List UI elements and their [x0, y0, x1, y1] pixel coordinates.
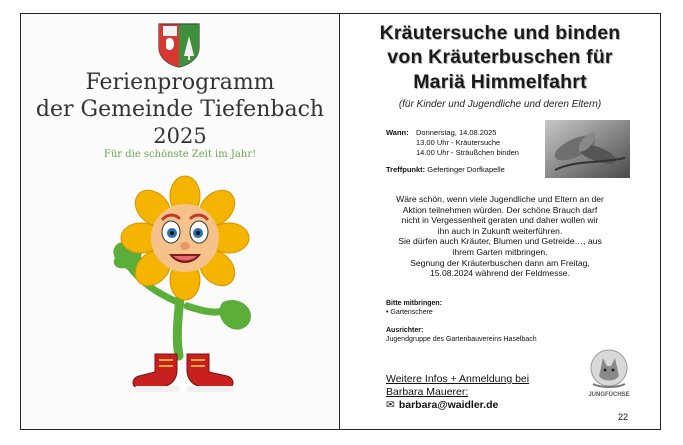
info-line-1: Weitere Infos + Anmeldung bei [386, 373, 530, 385]
description-line: 15.08.2024 während der Feldmesse. [430, 268, 570, 279]
program-title-line2: der Gemeinde Tiefenbach [35, 97, 325, 122]
bring-item: • Gartenschere [386, 309, 433, 316]
description-line: Aktion teilnehmen würden. Der schöne Brauch darf [402, 204, 598, 215]
organizer-label: Ausrichter: [386, 327, 424, 334]
email-row[interactable] [386, 399, 498, 411]
event-title-line1: Kräutersuche und binden [379, 22, 621, 44]
jungfuechse-logo-icon [585, 346, 633, 402]
description-line: Wäre schön, wenn viele Jugendliche und Eltern an der [396, 194, 604, 204]
svg-text:JUNGFÜCHSE: JUNGFÜCHSE [588, 392, 630, 398]
when-time-1: 13.00 Uhr - Kräutersuche [416, 138, 501, 147]
flower-mascot-image [105, 174, 265, 406]
info-block [386, 373, 529, 399]
envelope-icon: ✉ [386, 399, 395, 411]
info-line-2: Barbara Mauerer: [386, 386, 469, 398]
program-title-line1: Ferienprogramm [85, 70, 275, 95]
description-line: ihn auch in Zukunft weiterführen. [437, 225, 563, 236]
description-line: Segnung der Kräuterbuschen dann am Freitag, [410, 257, 590, 268]
organizer-value: Jugendgruppe des Gartenbauvereins Haselbach [386, 336, 537, 343]
meeting-label: Treffpunkt: [386, 165, 426, 174]
email-link[interactable]: barbara@waidler.de [398, 399, 499, 411]
meeting-value: Gefertinger Dorfkapelle [427, 165, 505, 174]
when-label: Wann: [386, 128, 409, 137]
event-description [362, 194, 638, 279]
program-slogan: Für die schönste Zeit im Jahr! [103, 149, 257, 160]
page-number: 22 [618, 412, 629, 422]
when-time-2: 14.00 Uhr - Sträußchen binden [416, 148, 519, 157]
right-page [340, 14, 660, 429]
event-title-line2: von Kräuterbuschen für [387, 46, 613, 68]
description-line: nicht in Vergessenheit geraten und daher wollen wir [401, 215, 599, 226]
herbs-photo-image [545, 120, 630, 178]
coat-of-arms-icon [157, 22, 201, 68]
program-year: 2025 [153, 124, 207, 148]
description-line: Sie dürfen auch Kräuter, Blumen und Getreide…, aus [398, 236, 602, 247]
description-line: ihrem Garten mitbringen. [452, 246, 548, 257]
meeting-point [386, 165, 505, 174]
event-subtitle: (für Kinder und Jugendliche und deren Eltern) [398, 99, 602, 110]
when-date: Donnerstag, 14.08.2025 [416, 128, 497, 137]
when-details [416, 128, 519, 158]
event-title-line3: Mariä Himmelfahrt [413, 71, 587, 93]
bring-label: Bitte mitbringen: [386, 300, 442, 307]
left-page [21, 14, 339, 429]
